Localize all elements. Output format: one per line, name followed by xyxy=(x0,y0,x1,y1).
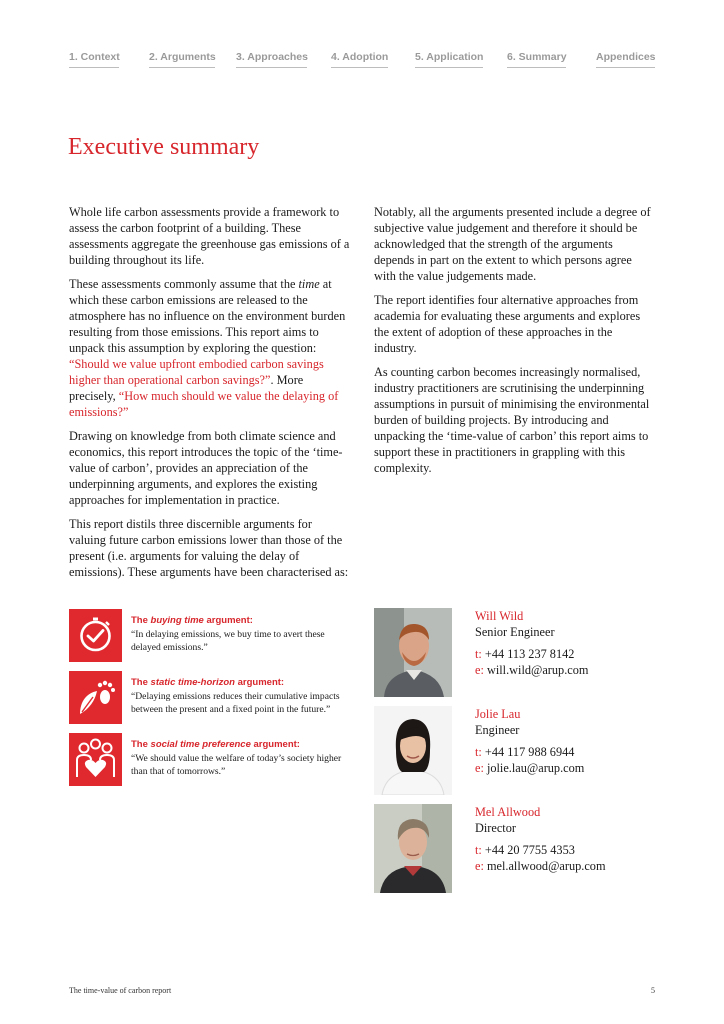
nav-tab-adoption[interactable]: 4. Adoption xyxy=(331,51,388,68)
argument-text xyxy=(131,615,356,654)
contact-card xyxy=(374,608,664,698)
contact-email: e: jolie.lau@arup.com xyxy=(475,761,585,775)
contact-info xyxy=(475,706,584,776)
leaf-footprint-icon xyxy=(69,671,122,724)
paragraph: Whole life carbon assessments provide a framework to assess the carbon footprint of a building. These assessments aggregate the greenhouse gas emissions of a building throughout its life. xyxy=(69,205,350,267)
argument-quote: “Delaying emissions reduces their cumulative impacts between the present and a fixed point in the future.” xyxy=(131,691,340,715)
question-quote: “Should we value upfront embodied carbon savings higher than operational carbon savings?” xyxy=(69,357,324,387)
argument-heading: The social time preference argument: xyxy=(131,739,300,750)
email-link[interactable]: mel.allwood@arup.com xyxy=(486,859,606,873)
people-heart-icon xyxy=(69,733,122,786)
email-link[interactable]: will.wild@arup.com xyxy=(486,663,589,677)
contact-info xyxy=(475,608,588,678)
argument-quote: “In delaying emissions, we buy time to avert these delayed emissions.” xyxy=(131,629,325,653)
text-run-italic: time xyxy=(298,277,320,291)
contact-role: Senior Engineer xyxy=(475,625,555,639)
page-title: Executive summary xyxy=(68,134,260,160)
footer-report-title: The time-value of carbon report xyxy=(69,986,172,995)
contact-name: Will Wild xyxy=(475,609,524,623)
text-run: at which these carbon emissions are released to the atmosphere has no influence on the environment burden resulting from those emissions. This report aims to unpack this assumption by exploring the question: xyxy=(69,277,346,355)
nav-tab-summary[interactable]: 6. Summary xyxy=(507,51,566,68)
paragraph: Drawing on knowledge from both climate science and economics, this report introduces the topic of the ‘time-value of carbon’, provides an appreciation of the underpinning arguments, and explores the existing approaches for implementation in practice. xyxy=(69,429,343,507)
left-column xyxy=(69,204,351,588)
argument-quote: “We should value the welfare of today’s society higher than that of tomorrows.” xyxy=(131,753,342,777)
page-number: 5 xyxy=(651,986,655,995)
paragraph: Notably, all the arguments presented include a degree of subjective value judgement and therefore it should be acknowledged that the strength of the arguments depends in part on the extent to which persons agree with the value judgements made. xyxy=(374,205,651,283)
contact-card xyxy=(374,804,664,894)
avatar xyxy=(374,804,452,893)
nav-tab-context[interactable]: 1. Context xyxy=(69,51,119,68)
question-quote: “How much should we value the delaying of emissions?” xyxy=(69,389,339,419)
contact-email: e: mel.allwood@arup.com xyxy=(475,859,606,873)
contact-name: Mel Allwood xyxy=(475,805,541,819)
nav-tab-approaches[interactable]: 3. Approaches xyxy=(236,51,307,68)
contact-info xyxy=(475,804,606,874)
paragraph: This report distils three discernible arguments for valuing future carbon emissions lower than those of the present (i.e. arguments for valuing the delay of emissions). These arguments have been characterised as: xyxy=(69,517,349,579)
email-link[interactable]: jolie.lau@arup.com xyxy=(486,761,585,775)
contact-name: Jolie Lau xyxy=(475,707,521,721)
section-nav xyxy=(69,51,655,71)
text-run: These assessments commonly assume that the xyxy=(69,277,299,291)
contact-email: e: will.wild@arup.com xyxy=(475,663,589,677)
nav-tab-arguments[interactable]: 2. Arguments xyxy=(149,51,215,68)
contact-phone: t: +44 20 7755 4353 xyxy=(475,843,575,857)
argument-text xyxy=(131,739,356,778)
nav-tab-application[interactable]: 5. Application xyxy=(415,51,483,68)
contact-card xyxy=(374,706,664,796)
clock-check-icon xyxy=(69,609,122,662)
avatar xyxy=(374,608,452,697)
argument-text xyxy=(131,677,356,716)
avatar xyxy=(374,706,452,795)
contact-role: Director xyxy=(475,821,516,835)
contact-role: Engineer xyxy=(475,723,520,737)
paragraph: The report identifies four alternative approaches from academia for evaluating these arguments and explores the extent of adoption of these approaches in the industry. xyxy=(374,293,641,355)
argument-heading: The static time-horizon argument: xyxy=(131,677,285,688)
contact-phone: t: +44 113 237 8142 xyxy=(475,647,575,661)
contact-phone: t: +44 117 988 6944 xyxy=(475,745,575,759)
argument-heading: The buying time argument: xyxy=(131,615,253,626)
paragraph: As counting carbon becomes increasingly normalised, industry practitioners are scrutinising the underpinning assumptions in pursuit of minimising the environmental burden of building projects. By introducing and unpacking the ‘time-value of carbon’ this report aims to support these in practitioners in grappling with this complexity. xyxy=(374,365,650,475)
paragraph xyxy=(69,276,351,420)
nav-tab-appendices[interactable]: Appendices xyxy=(596,51,655,68)
right-column xyxy=(374,204,656,484)
text-run: . More precisely, xyxy=(69,373,304,403)
